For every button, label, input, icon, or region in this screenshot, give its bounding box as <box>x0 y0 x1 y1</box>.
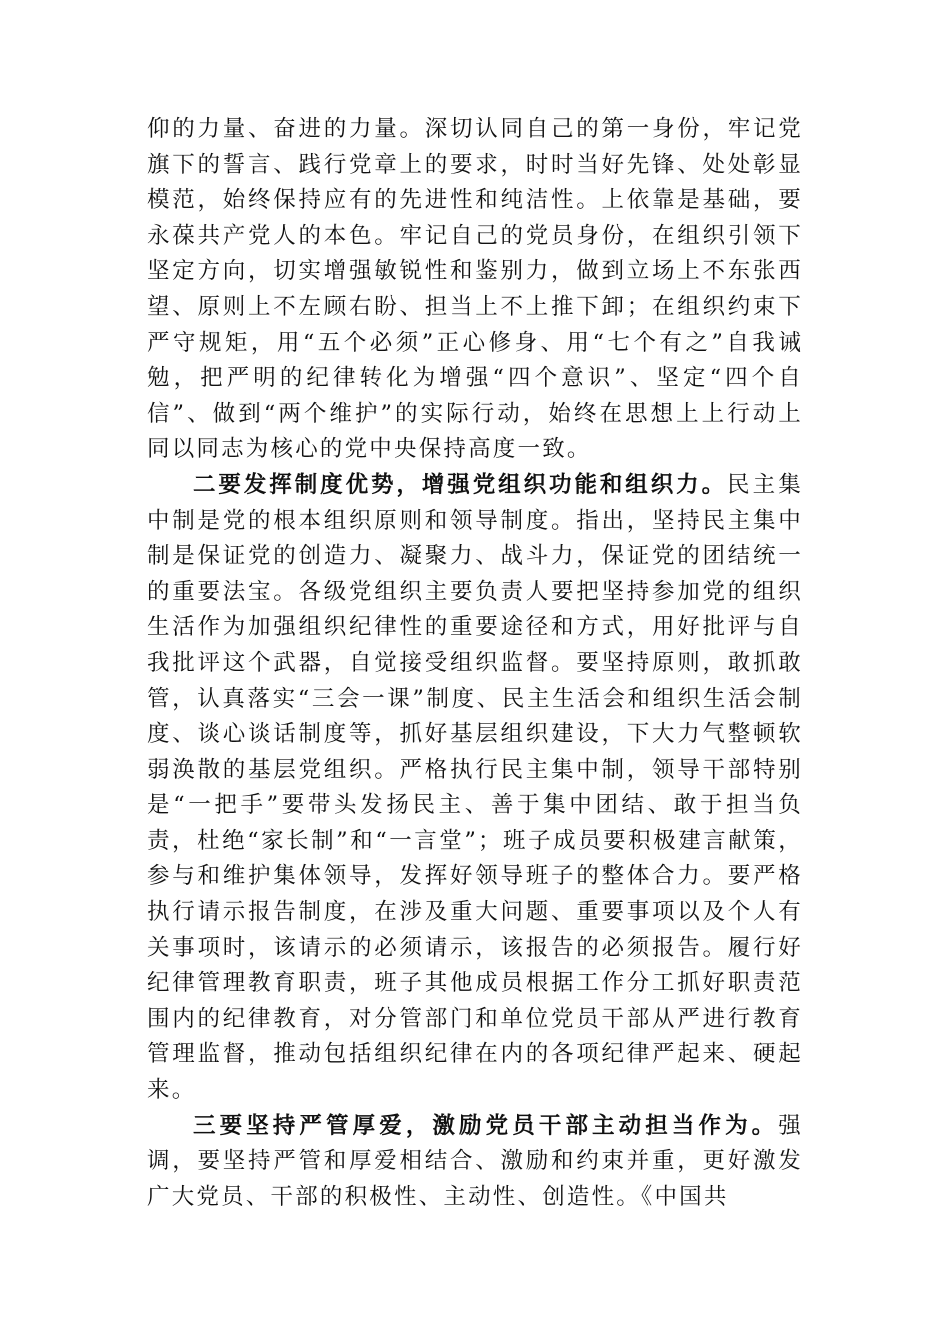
document-page <box>147 112 803 1215</box>
paragraph-2 <box>147 468 803 1109</box>
paragraph-1 <box>147 112 803 468</box>
paragraph-3 <box>147 1109 803 1216</box>
paragraph-1-text: 仰的力量、奋进的力量。深切认同自己的第一身份，牢记党旗下的誓言、践行党章上的要求，时时当好先锋、处处彰显模范，始终保持应有的先进性和纯洁性。上依靠是基础，要永葆共产党人的本色。牢记自己的党员身份，在组织引领下坚定方向，切实增强敏锐性和鉴别力，做到立场上不东张西望、原则上不左顾右盼、担当上不上推下卸；在组织约束下严守规矩，用“五个必须”正心修身、用“七个有之”自我诫勉，把严明的纪律转化为增强“四个意识”、坚定“四个自信”、做到“两个维护”的实际行动，始终在思想上上行动上同以同志为核心的党中央保持高度一致。 <box>147 116 803 463</box>
paragraph-3-heading: 三要坚持严管厚爱，激励党员干部主动担当作为。 <box>193 1112 779 1139</box>
paragraph-2-heading: 二要发挥制度优势，增强党组织功能和组织力。 <box>193 471 728 498</box>
paragraph-3-text: 强调，要坚持严管和厚爱相结合、激励和约束并重，更好激发广大党员、干部的积极性、主动性、创造性。《中国共 <box>147 1112 803 1210</box>
paragraph-2-text: 民主集中制是党的根本组织原则和领导制度。指出，坚持民主集中制是保证党的创造力、凝聚力、战斗力，保证党的团结统一的重要法宝。各级党组织主要负责人要把坚持参加党的组织生活作为加强组织纪律性的重要途径和方式，用好批评与自我批评这个武器，自觉接受组织监督。要坚持原则，敢抓敢管，认真落实“三会一课”制度、民主生活会和组织生活会制度、谈心谈话制度等，抓好基层组织建设，下大力气整顿软弱涣散的基层党组织。严格执行民主集中制，领导干部特别是“一把手”要带头发扬民主、善于集中团结、敢于担当负责，杜绝“家长制”和“一言堂”；班子成员要积极建言献策，参与和维护集体领导，发挥好领导班子的整体合力。要严格执行请示报告制度，在涉及重大问题、重要事项以及个人有关事项时，该请示的必须请示，该报告的必须报告。履行好纪律管理教育职责，班子其他成员根据工作分工抓好职责范围内的纪律教育，对分管部门和单位党员干部从严进行教育管理监督，推动包括组织纪律在内的各项纪律严起来、硬起来。 <box>147 471 803 1104</box>
